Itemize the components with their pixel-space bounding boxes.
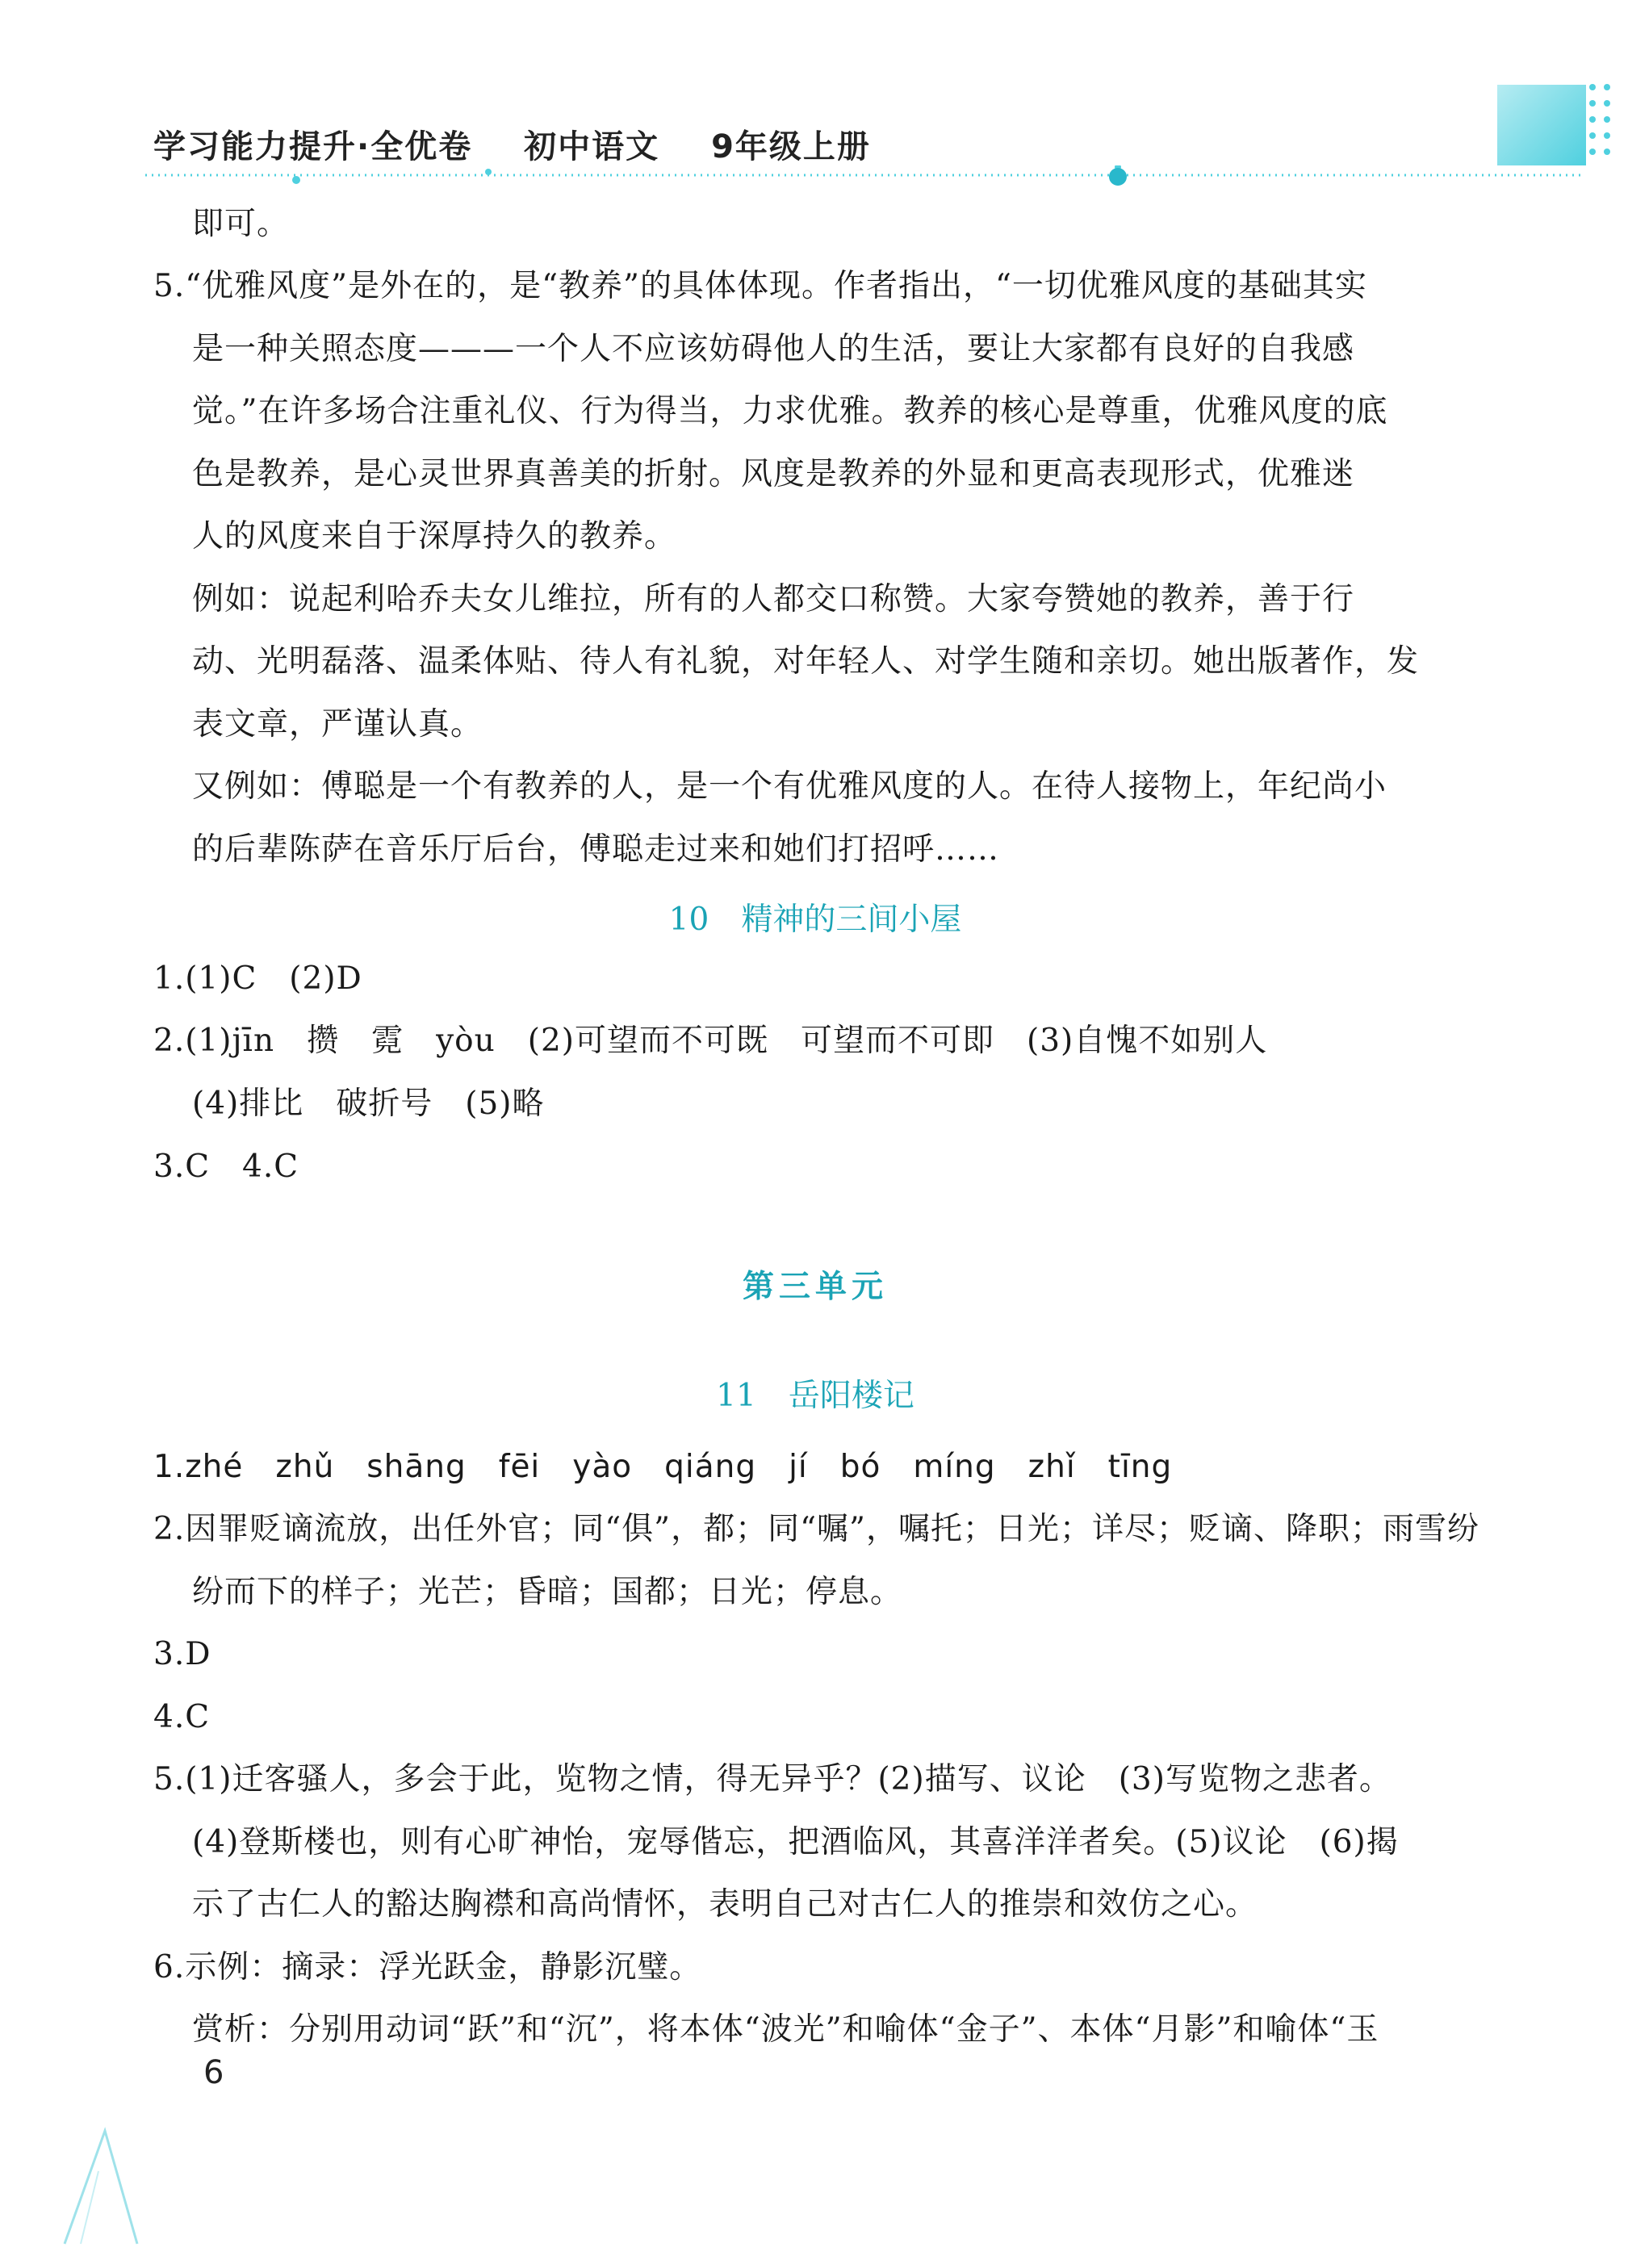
corner-decoration xyxy=(48,2123,145,2252)
subject: 初中语文 xyxy=(524,128,660,165)
text-line: 例如：说起利哈乔夫女儿维拉，所有的人都交口称赞。大家夸赞她的教养，善于行 xyxy=(192,581,1355,617)
book-title: 学习能力提升·全优卷 xyxy=(153,128,473,165)
text-line: 色是教养，是心灵世界真善美的折射。风度是教养的外显和更高表现形式，优雅迷 xyxy=(192,456,1355,492)
text-line: 2.因罪贬谪流放，出任外官；同“俱”，都；同“嘱”，嘱托；日光；详尽；贬谪、降职；雨雪纷 xyxy=(153,1511,1479,1547)
unit-3-heading: 第三单元 xyxy=(742,1269,888,1305)
text-line: 纷而下的样子；光芒；昏暗；国都；日光；停息。 xyxy=(192,1574,903,1610)
text-line: 3.C 4.C xyxy=(153,1149,299,1185)
text-line: 赏析：分别用动词“跃”和“沉”，将本体“波光”和喻体“金子”、本体“月影”和喻体“玉 xyxy=(192,2011,1379,2048)
text-line: 表文章，严谨认真。 xyxy=(192,706,483,743)
lesson-number: 10 xyxy=(668,902,709,938)
text-line: 的后辈陈萨在音乐厅后台，傅聪走过来和她们打招呼…… xyxy=(192,831,1000,868)
text-line: 5.“优雅风度”是外在的，是“教养”的具体体现。作者指出，“一切优雅风度的基础其实 xyxy=(153,268,1367,304)
lesson-title: 岳阳楼记 xyxy=(788,1378,914,1414)
lesson-number: 11 xyxy=(716,1378,756,1414)
text-line: 又例如：傅聪是一个有教养的人，是一个有优雅风度的人。在待人接物上，年纪尚小 xyxy=(192,768,1387,805)
header-dot-pattern xyxy=(1586,81,1618,169)
text-line: 6.示例：摘录：浮光跃金，静影沉璧。 xyxy=(153,1949,702,1986)
header-decoration-block xyxy=(1497,85,1586,165)
text-line: 1.(1)C (2)D xyxy=(153,960,362,997)
text-line: (4)登斯楼也，则有心旷神怡，宠辱偕忘，把酒临风，其喜洋洋者矣。(5)议论 (6)揭 xyxy=(192,1824,1399,1860)
text-line: 动、光明磊落、温柔体贴、待人有礼貌，对年轻人、对学生随和亲切。她出版著作，发 xyxy=(192,643,1420,680)
text-line: 4.C xyxy=(153,1699,211,1735)
page-number: 6 xyxy=(203,2054,224,2091)
lesson-title: 精神的三间小屋 xyxy=(741,902,962,938)
text-line: 2.(1)jīn 攒 霓 yòu (2)可望而不可既 可望而不可即 (3)自愧不如别人 xyxy=(153,1023,1268,1059)
text-line: 是一种关照态度———一个人不应该妨碍他人的生活，要让大家都有良好的自我感 xyxy=(192,331,1355,367)
grade: 9年级上册 xyxy=(711,128,871,165)
text-line: 人的风度来自于深厚持久的教养。 xyxy=(192,518,677,554)
lesson-11-heading xyxy=(153,1370,1477,1416)
running-header xyxy=(153,121,910,167)
text-line: 觉。”在许多场合注重礼仪、行为得当，力求优雅。教养的核心是尊重，优雅风度的底 xyxy=(192,393,1388,429)
text-line: (4)排比 破折号 (5)略 xyxy=(192,1086,545,1122)
lesson-10-heading xyxy=(153,894,1477,939)
header-divider xyxy=(145,165,1598,190)
text-line: 即可。 xyxy=(192,206,290,242)
text-line: 5.(1)迁客骚人，多会于此，览物之情，得无异乎？(2)描写、议论 (3)写览物之悲者。 xyxy=(153,1761,1392,1797)
text-line: 3.D xyxy=(153,1636,211,1672)
text-line: 1.zhé zhǔ shāng fēi yào qiáng jí bó míng zhǐ tīng xyxy=(153,1449,1173,1485)
text-line: 示了古仁人的豁达胸襟和高尚情怀，表明自己对古仁人的推崇和效仿之心。 xyxy=(192,1886,1258,1923)
